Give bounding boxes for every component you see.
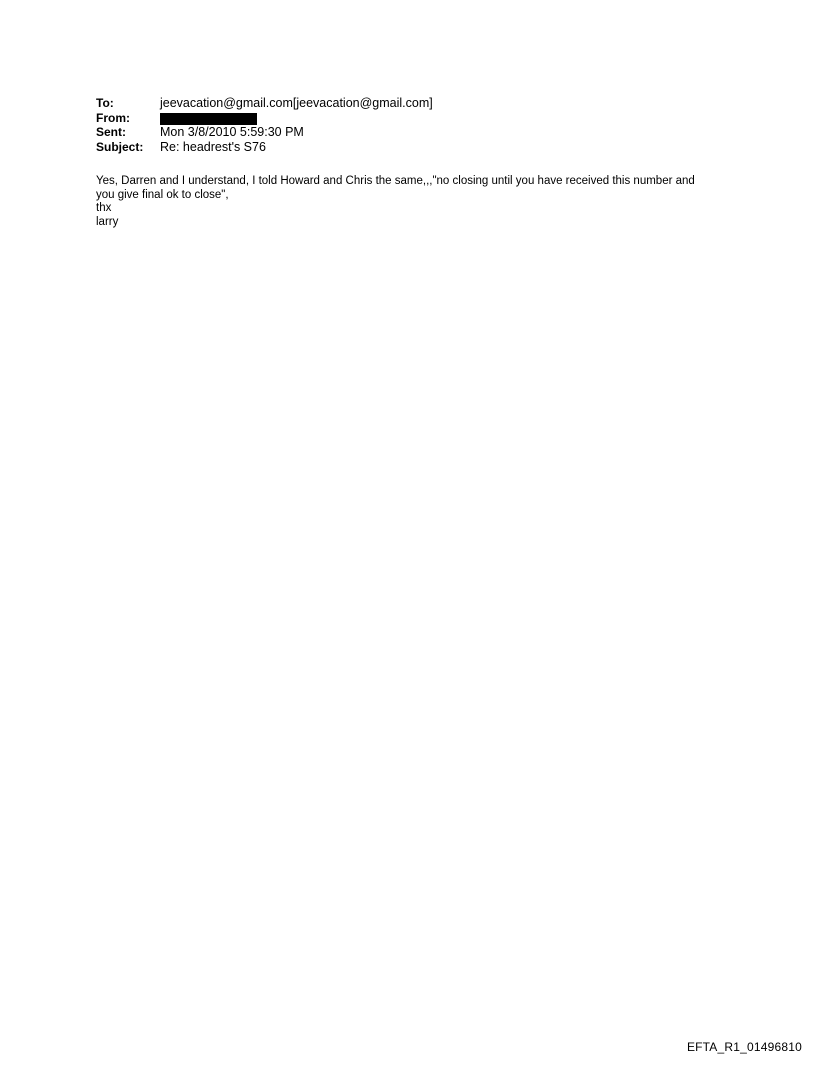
to-label: To: — [96, 96, 114, 110]
sent-value: Mon 3/8/2010 5:59:30 PM — [160, 125, 304, 139]
sent-row — [96, 125, 433, 140]
to-row — [96, 96, 433, 111]
subject-label: Subject: — [96, 139, 144, 154]
body-paragraph: Yes, Darren and I understand, I told Howard and Chris the same,,,"no closing until you have received this number and you give final ok to close", — [96, 175, 695, 201]
subject-value: Re: headrest's S76 — [160, 139, 266, 154]
body-signature: larry — [96, 215, 119, 228]
document-id: EFTA_R1_01496810 — [686, 1040, 802, 1054]
email-body — [96, 175, 716, 229]
body-line-thx: thx — [96, 202, 112, 214]
redaction-block — [160, 113, 257, 125]
subject-row — [96, 140, 433, 155]
to-value: jeevacation@gmail.com[jeevacation@gmail.com] — [160, 96, 433, 110]
from-row — [96, 111, 433, 126]
sent-label: Sent: — [96, 125, 126, 139]
email-header — [96, 96, 433, 154]
from-value — [160, 111, 257, 126]
from-label: From: — [96, 110, 130, 125]
